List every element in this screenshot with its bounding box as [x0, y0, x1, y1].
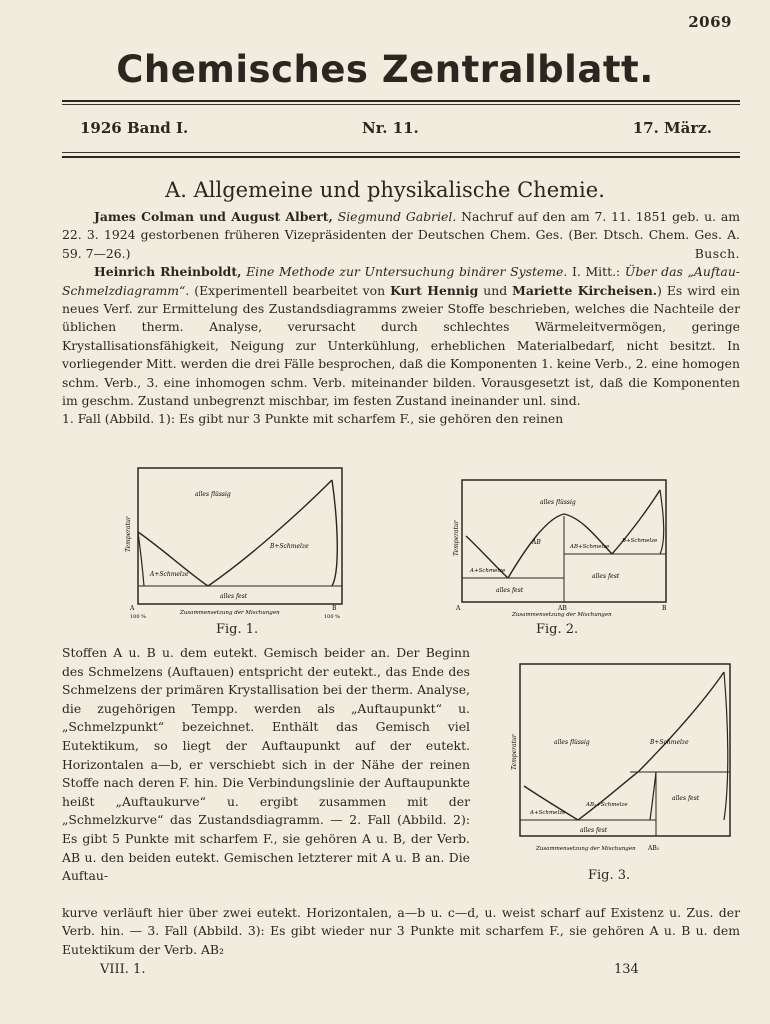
- figure-2-caption: Fig. 2.: [536, 622, 579, 637]
- fig1-label-bottom: alles fest: [220, 593, 248, 600]
- figure-2: [452, 476, 672, 620]
- figure-3: [510, 660, 736, 856]
- title-rule-thin: [62, 104, 740, 105]
- issue-rule-thin: [62, 152, 740, 153]
- footer-sheet: 134: [614, 962, 639, 977]
- full-width-text-end: kurve verläuft hier über zwei eutekt. Horizontalen, a—b u. c—d, u. weist scharf auf Existenz u. Zus. der Verb. hin. — 3. Fall (Abbild. 3): Es gibt wieder nur 3 Punkte mit scharfem F., sie gehören A u. B u. dem Eutektikum der Verb. AB₂: [62, 905, 740, 957]
- fig1-x-right-pct: 100 %: [324, 614, 340, 620]
- figure-1-caption: Fig. 1.: [216, 622, 259, 637]
- fig2-region2: AB+Schmelze: [570, 544, 610, 550]
- entry1-reviewer: Busch.: [694, 245, 740, 261]
- figure-3-diagram: [510, 660, 736, 856]
- entry2-subtitle: Über das „Auftau-Schmelzdiagramm“.: [62, 264, 740, 298]
- figure-2-diagram: [452, 476, 672, 620]
- fig3-x-mid: AB₂: [648, 845, 660, 852]
- fig1-label-top: alles flüssig: [195, 491, 231, 498]
- column-text: Stoffen A u. B u. dem eutekt. Gemisch beider an. Der Beginn des Schmelzens (Auftauen) entspricht der eutekt., das Ende des Schmelzens der primären Krystallisation bei der therm. Analyse, die zugehörigen Tempp. werden als „Auftaupunkt“ u. „Schmelzpunkt“ bezeichnet. Enthält das Gemisch viel Eutektikum, so liegt der Auftaupunkt auf der eutekt. Horizontalen a—b, er verschiebt sich in der Nähe der reinen Stoffe nach deren F. hin. Die Verbindungslinie der Auftaupunkte heißt „Auftaukurve“ u. ergibt zusammen mit der „Schmelzkurve“ das Zustandsdiagramm. — 2. Fall (Abbild. 2): Es gibt 5 Punkte mit scharfem F., sie gehören A u. B, der Verb. AB u. den beiden eutekt. Gemischen letzterer mit A u. B an. Die Auftau-: [62, 645, 470, 884]
- fig3-x-axis: Zusammensetzung der Mischungen: [536, 846, 636, 852]
- fig3-label-bottom: alles fest: [580, 827, 608, 834]
- fig2-x-left: A: [456, 605, 461, 612]
- entry1-text: Nachruf auf den am 7. 11. 1851 geb. u. am 22. 3. 1924 gestorbenen früheren Vizepräsidenten der Deutschen Chem. Ges. (Ber. Dtsch. Chem. Ges. A. 59. 7—26.): [62, 209, 740, 261]
- page-number: 2069: [688, 13, 732, 31]
- figure-1-diagram: [120, 462, 350, 622]
- fig2-x-right: B: [662, 605, 667, 612]
- entry2-text-c: ) Es wird ein neues Verf. zur Ermittelung des Zustandsdiagramms zweier Stoffe beschrieben, welches die Nachteile der üblichen therm. Analyse, verursacht durch schlechtes Wärmeleitvermögen, geringe Krystallisationsfähigkeit, Neigung zur Unterkühlung, erheblichen Materialbedarf, nicht besitzt. In vorliegender Mitt. werden die drei Fälle besprochen, daß die Komponenten 1. keine Verb., 2. eine homogen schm. Verb., 3. eine inhomogen schm. Verb. miteinander bilden. Vorausgesetzt ist, daß die Komponenten im geschm. Zustand unbegrenzt mischbar, im festen Zustand ineinander unl. sind.: [62, 282, 740, 409]
- section-title: A. Allgemeine und physikalische Chemie.: [165, 178, 605, 202]
- entry-colman: [62, 208, 740, 263]
- figure-1: [120, 462, 350, 622]
- issue-number: Nr. 11.: [362, 119, 419, 137]
- fig1-x-right: B: [332, 605, 337, 612]
- title-rule-top: [62, 100, 740, 102]
- fig2-label-mid: AB: [532, 539, 541, 546]
- fig3-label-top: alles flüssig: [554, 739, 590, 746]
- entry1-subject: Siegmund Gabriel.: [337, 209, 457, 224]
- entry2-coauthor1: Kurt Hennig: [390, 282, 479, 298]
- fig2-region1: A+Schmelze: [470, 568, 506, 574]
- fig2-x-mid: AB: [558, 605, 567, 612]
- entry2-author: Heinrich Rheinboldt,: [94, 264, 242, 280]
- fig3-y-axis: Temperatur: [511, 734, 518, 770]
- fig1-x-left-pct: 100 %: [130, 614, 146, 620]
- fig3-label-right: B+Schmelze: [650, 739, 689, 746]
- fig2-region3: B+Schmelze: [622, 538, 658, 544]
- fig3-label-right-low: alles fest: [672, 795, 700, 802]
- entry2-case1: 1. Fall (Abbild. 1): Es gibt nur 3 Punkte mit scharfem F., sie gehören den reinen: [62, 411, 564, 427]
- fig2-bottom2: alles fest: [592, 573, 620, 580]
- fig2-label-top: alles flüssig: [540, 499, 576, 506]
- footer-signature: VIII. 1.: [100, 962, 146, 977]
- fig1-label-left: A+Schmelze: [150, 571, 189, 578]
- fig1-x-axis: Zusammensetzung der Mischungen: [180, 610, 280, 616]
- fig2-y-axis: Temperatur: [453, 520, 460, 556]
- fig2-x-axis: Zusammensetzung der Mischungen: [512, 612, 612, 618]
- issue-rule-bottom: [62, 156, 740, 158]
- journal-title: Chemisches Zentralblatt.: [116, 48, 654, 91]
- issue-volume: 1926 Band I.: [80, 119, 189, 137]
- entry2-coauthor2: Mariette Kircheisen.: [512, 282, 658, 298]
- entry2-title: Eine Methode zur Untersuchung binärer Systeme.: [246, 264, 568, 280]
- fig1-label-right: B+Schmelze: [270, 543, 309, 550]
- fig3-label-mid: AB₂+Schmelze: [586, 802, 628, 808]
- fig3-label-left: A+Schmelze: [530, 810, 566, 816]
- entry1-authors: James Colman und August Albert,: [94, 209, 333, 224]
- entry2-part: I. Mitt.:: [571, 264, 621, 280]
- issue-date: 17. März.: [632, 119, 712, 137]
- entry2-text-b: und: [483, 282, 508, 298]
- fig2-bottom1: alles fest: [496, 587, 524, 594]
- fig1-x-left: A: [130, 605, 135, 612]
- abstract-text: [62, 208, 740, 429]
- fig1-y-axis: Temperatur: [125, 516, 132, 552]
- figure-3-caption: Fig. 3.: [588, 868, 631, 883]
- entry-rheinboldt: [62, 263, 740, 410]
- entry2-text-a: (Experimentell bearbeitet von: [194, 282, 386, 298]
